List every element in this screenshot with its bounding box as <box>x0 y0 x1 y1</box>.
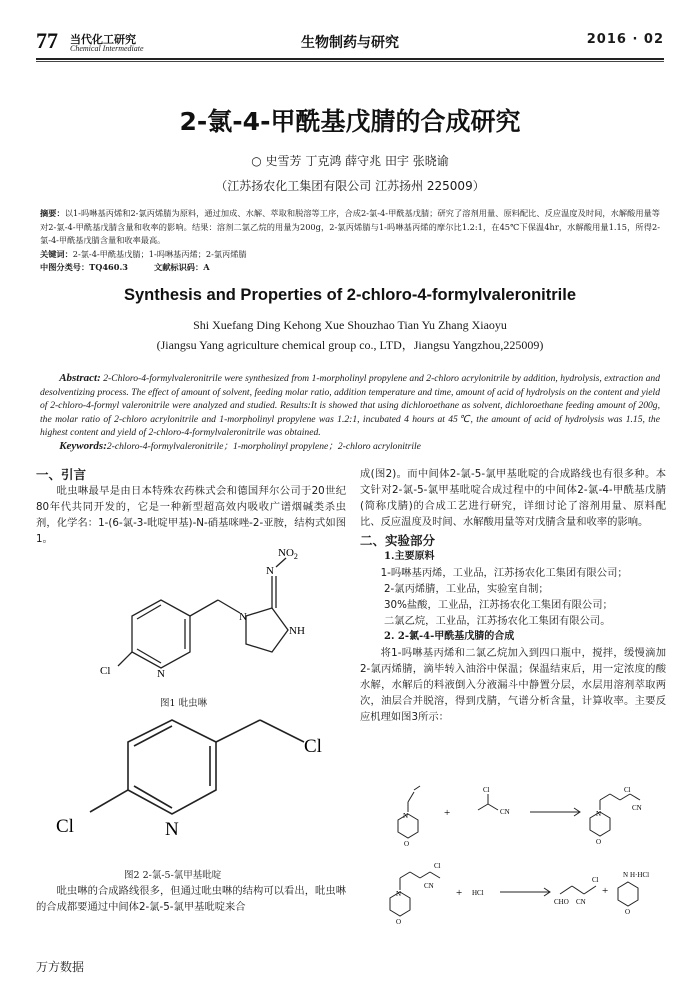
abstract-en-text: 2-Chloro-4-formylvaleronitrile were synthesized from 1-morpholinyl propylene and 2-chloro acrylonitrile by addition, hydrolysis, extraction and desolventizing process. The effect of amount of solvent, feeding molar ratio, addition temperature and time, amount of acid of hydrolysis on the content and yield of 2-chloro-4-formyl valeronitrile were analyzed and studied. Results:It is showed that using dichloroethane as solvent, dichloroethane feeding amount of 200g, the molar ratio of 2-chloro acrylonitrile and 1-morpholinyl propylene was 1.2:1, incubated 4 hours at 45℃, the amount of acid of hydrolysis was 1.15, the highest content and yield of 2-chloro-4-formylvaleronitrile was obtained. <box>40 373 660 438</box>
fig2-cl-ring: Cl <box>56 816 74 837</box>
scheme-cl1: Cl <box>483 786 490 794</box>
header-rule <box>36 58 664 60</box>
abstract-en <box>40 372 660 453</box>
fig2-cl-chloromethyl: Cl <box>304 736 322 757</box>
intro-paragraph-1: 吡虫啉最早是由日本特殊农药株式会和德国拜尔公司于20世纪80年代共同开发的，它是一种新型超高效内吸收广谱烟碱类杀虫剂，化学名：1-(6-氯-3-吡啶甲基)-N-硝基咪唑-2-亚胺，结构式如图1。 <box>36 485 346 545</box>
article-title: 2-氯-4-甲酰基戊腈的合成研究 <box>179 107 521 136</box>
scheme-cn3: CN <box>424 882 434 890</box>
figure-1-caption: 图1 吡虫啉 <box>160 698 208 709</box>
fig1-nh: NH <box>289 625 305 637</box>
page-number: 77 <box>36 28 58 53</box>
doc-code-value: A <box>203 262 210 272</box>
fig1-no2 <box>278 547 298 561</box>
journal-name-cn: 当代化工研究 <box>70 33 136 46</box>
figure-1-imidacloprid-structure <box>100 540 340 680</box>
scheme-n2: N <box>596 810 602 818</box>
material-4: 二氯乙烷，工业品，江苏扬农化工集团有限公司。 <box>384 615 611 627</box>
abstract-en-label: Abstract: <box>59 372 101 384</box>
clc-value: TQ460.3 <box>89 262 129 272</box>
issue-date: 2016 · 02 <box>586 32 664 47</box>
affiliation: （江苏扬农化工集团有限公司 江苏扬州 225009） <box>215 179 485 193</box>
scheme-cn1: CN <box>500 808 510 816</box>
abstract-en-body <box>40 372 660 440</box>
right-column <box>360 466 666 725</box>
figure-2-ccmp-structure <box>48 700 338 850</box>
keywords-en-label: Keywords: <box>59 439 107 452</box>
fig1-cl: Cl <box>100 665 111 677</box>
intro-paragraph-2: 吡虫啉的合成路线很多，但通过吡虫啉的结构可以看出，吡虫啉的合成都要通过中间体2-氯-5-氯甲基吡啶来合 <box>36 885 346 913</box>
footer-source: 万方数据 <box>36 960 85 974</box>
synthesis-heading: 2. 2-氯-4-甲酰基戊腈的合成 <box>384 631 515 642</box>
scheme-cl2: Cl <box>624 786 631 794</box>
material-2: 2-氯丙烯腈，工业品，实验室自制； <box>384 583 549 595</box>
intro-heading: 一、引言 <box>36 467 87 482</box>
left-column <box>36 466 346 547</box>
doc-code-label: 文献标识码： <box>154 262 204 272</box>
abstract-cn <box>40 207 660 275</box>
keywords-label: 关键词： <box>40 248 73 259</box>
experiment-heading: 二、实验部分 <box>360 533 436 548</box>
material-1: 1-吗啉基丙烯，工业品，江苏扬农化工集团有限公司； <box>380 567 628 579</box>
scheme-cho: CHO <box>554 898 569 906</box>
scheme-nhcl-n: N <box>623 871 629 879</box>
abstract-text: 以1-吗啉基丙烯和2-氯丙烯腈为原料，通过加成、水解、萃取和脱溶等工序，合成2-氯-4-甲酰基戊腈；研究了溶剂用量、原料配比、反应温度及时间，水解酸用量等对2-氯-4-甲酰基戊腈含量和收率的影响。结果：溶剂二氯乙烷的用量为200g，2-氯丙烯腈与1-吗啉基丙烯的摩尔比1.2:1，在45℃下保温4hr，水解酸用量1.15，所得2-氯-4-甲酰基戊腈含量和收率最高。 <box>40 208 660 245</box>
header-rule-thin <box>36 61 664 62</box>
right-paragraph-1: 成(图2)。而中间体2-氯-5-氯甲基吡啶的合成路线也有很多种。本文针对2-氯-5-氯甲基吡啶合成过程中的中间体2-氯-4-甲酰基戊腈(简称戊腈)的合成工艺进行研究，详细讨论了溶剂用量、原料配比、反应温度及时间、水解酸用量等对戊腈含量和收率的影响。 <box>360 468 666 528</box>
fig1-no2-text: NO <box>278 547 294 559</box>
synthesis-paragraph: 将1-吗啉基丙烯和二氯乙烷加入到四口瓶中，搅拌，缓慢滴加2-氯丙烯腈，滴毕转入油浴中保温；保温结束后，用一定浓度的酸水解，水解后的料液倒入分液漏斗中静置分层，水层用溶剂萃取两次，油层合并脱溶，得到戊腈，气谱分析含量，计算收率。主要反应机理如图3所示： <box>360 647 666 723</box>
scheme-cl3: Cl <box>434 862 441 870</box>
scheme-cn2: CN <box>632 804 642 812</box>
section-name: 生物制药与研究 <box>301 35 399 51</box>
classification <box>40 261 660 275</box>
fig1-no2-sub: 2 <box>293 552 298 561</box>
scheme-o3: O <box>396 918 402 926</box>
figure-2-caption: 图2 2-氯-5-氯甲基吡啶 <box>124 870 222 881</box>
scheme-plus1: + <box>444 807 451 819</box>
authors: ○ 史雪芳 丁克鸿 薛守兆 田宇 张晓谕 <box>251 154 449 168</box>
page-header <box>36 28 664 58</box>
material-3: 30%盐酸，工业品，江苏扬农化工集团有限公司； <box>384 599 613 611</box>
scheme-o4: O <box>625 908 631 916</box>
fig1-n-pyridine: N <box>157 668 165 680</box>
abstract-label: 摘要： <box>40 208 65 218</box>
keywords-text: 2-氯-4-甲酰基戊腈；1-吗啉基丙烯；2-氯丙烯腈 <box>72 248 247 259</box>
scheme-plus3: + <box>602 885 609 897</box>
clc-label: 中图分类号： <box>40 262 90 272</box>
keywords-en <box>40 440 660 454</box>
english-title: Synthesis and Properties of 2-chloro-4-formylvaleronitrile <box>123 286 577 304</box>
fig1-n-ring: N <box>239 611 247 623</box>
scheme-o1: O <box>404 840 410 848</box>
abstract-cn-body <box>40 207 660 248</box>
scheme-plus2: + <box>456 887 463 899</box>
materials-heading: 1.主要原料 <box>384 551 435 562</box>
scheme-nhcl-h: H·HCl <box>630 871 650 879</box>
scheme-cl4: Cl <box>592 876 599 884</box>
journal-name-en: Chemical Intermediate <box>70 44 144 53</box>
english-authors: Shi Xuefang Ding Kehong Xue Shouzhao Tian Yu Zhang Xiaoyu <box>193 318 507 332</box>
keywords-cn <box>40 248 660 262</box>
scheme-n3: N <box>396 890 402 898</box>
scheme-cn4: CN <box>576 898 586 906</box>
keywords-en-text: 2-chloro-4-formylvaleronitrile；1-morpholinyl propylene；2-chloro acrylonitrile <box>106 440 421 452</box>
english-affiliation: (Jiangsu Yang agriculture chemical group co., LTD，Jiangsu Yangzhou,225009) <box>156 338 544 352</box>
fig1-n-imine: N <box>266 565 274 577</box>
scheme-o2: O <box>596 838 602 846</box>
figure-3-reaction-scheme <box>380 782 680 952</box>
scheme-hcl: HCl <box>472 889 484 897</box>
scheme-n1: N <box>403 812 409 820</box>
fig2-n: N <box>165 819 179 840</box>
